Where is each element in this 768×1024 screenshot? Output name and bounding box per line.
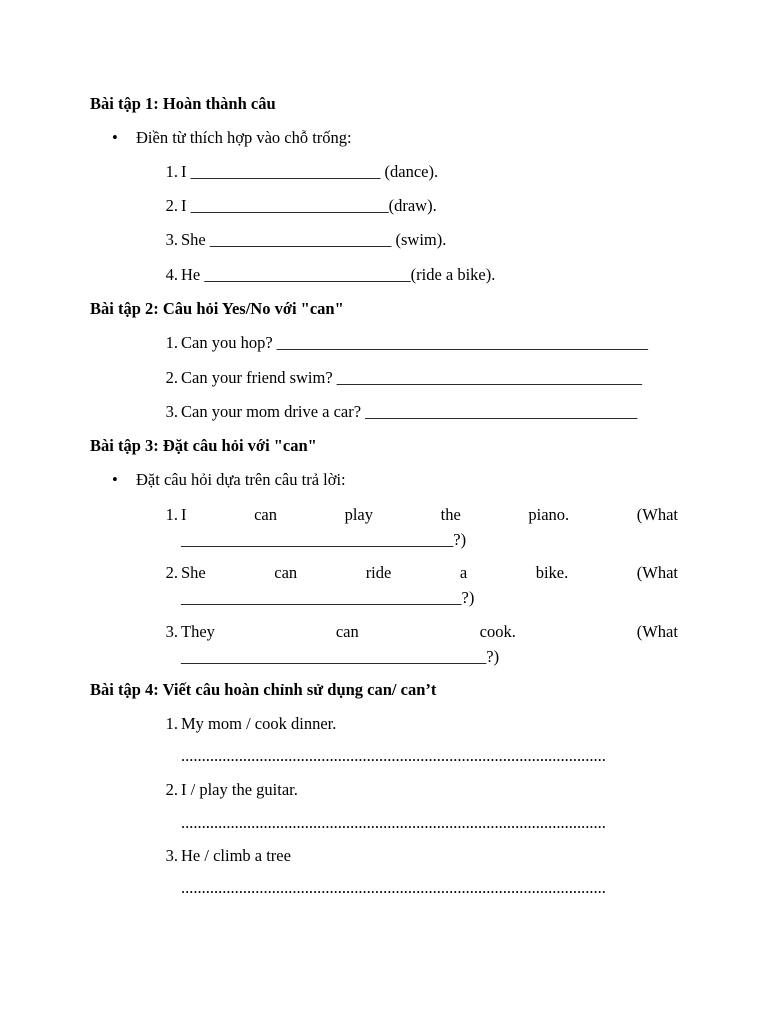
exercise-3-item-3-blank: _____________________________________?): [181, 647, 500, 666]
word: a: [459, 563, 468, 582]
item-text: Can you hop? _____________________________________________: [181, 333, 649, 352]
word: (What: [636, 505, 678, 524]
exercise-1-title: Bài tập 1: Hoàn thành câu: [90, 94, 276, 113]
item-number: 1.: [165, 714, 178, 733]
item-text: I _______________________ (dance).: [181, 162, 439, 181]
item-number: 1.: [165, 162, 178, 181]
word: They: [181, 622, 215, 641]
word: play: [344, 505, 374, 524]
item-number: 2.: [165, 368, 178, 387]
exercise-3-item-2-blank: __________________________________?): [181, 588, 475, 607]
item-text: Can your friend swim? _____________________________________: [181, 368, 643, 387]
exercise-4-item-3-dots: .......................................................................................................: [181, 878, 606, 897]
item-text: I ________________________(draw).: [181, 196, 437, 215]
exercise-3-item-3-line: [181, 622, 678, 642]
word: piano.: [528, 505, 570, 524]
word: I: [181, 505, 187, 524]
item-number: 1.: [165, 505, 178, 524]
exercise-4-item-2-dots: .......................................................................................................: [181, 813, 606, 832]
item-number: 1.: [165, 333, 178, 352]
bullet-icon: •: [112, 470, 118, 489]
exercise-3-item-1-line: [181, 505, 678, 525]
item-text: He _________________________(ride a bike).: [181, 265, 496, 284]
item-number: 2.: [165, 196, 178, 215]
word: (What: [636, 563, 678, 582]
item-number: 2.: [165, 780, 178, 799]
word: can: [335, 622, 359, 641]
item-number: 3.: [165, 402, 178, 421]
exercise-2-title: Bài tập 2: Câu hỏi Yes/No với "can": [90, 299, 344, 318]
item-number: 4.: [165, 265, 178, 284]
item-number: 3.: [165, 846, 178, 865]
instruction-text: Đặt câu hỏi dựa trên câu trả lời:: [136, 470, 346, 489]
bullet-icon: •: [112, 128, 118, 147]
word: (What: [636, 622, 678, 641]
word: can: [274, 563, 298, 582]
exercise-4-item-1-dots: .......................................................................................................: [181, 746, 606, 765]
item-text: Can your mom drive a car? _________________________________: [181, 402, 638, 421]
word: the: [440, 505, 461, 524]
exercise-4-title: Bài tập 4: Viết câu hoàn chỉnh sử dụng can/ can’t: [90, 680, 437, 699]
item-number: 2.: [165, 563, 178, 582]
word: bike.: [535, 563, 569, 582]
item-text: She ______________________ (swim).: [181, 230, 447, 249]
item-text: He / climb a tree: [181, 846, 291, 865]
exercise-3-title: Bài tập 3: Đặt câu hỏi với "can": [90, 436, 317, 455]
item-number: 3.: [165, 622, 178, 641]
item-number: 3.: [165, 230, 178, 249]
word: cook.: [479, 622, 516, 641]
instruction-text: Điền từ thích hợp vào chỗ trống:: [136, 128, 352, 147]
item-text: I / play the guitar.: [181, 780, 298, 799]
item-text: My mom / cook dinner.: [181, 714, 337, 733]
exercise-3-item-1-blank: _________________________________?): [181, 530, 467, 549]
word: can: [254, 505, 277, 524]
word: ride: [365, 563, 392, 582]
word: She: [181, 563, 206, 582]
exercise-3-item-2-line: [181, 563, 678, 583]
